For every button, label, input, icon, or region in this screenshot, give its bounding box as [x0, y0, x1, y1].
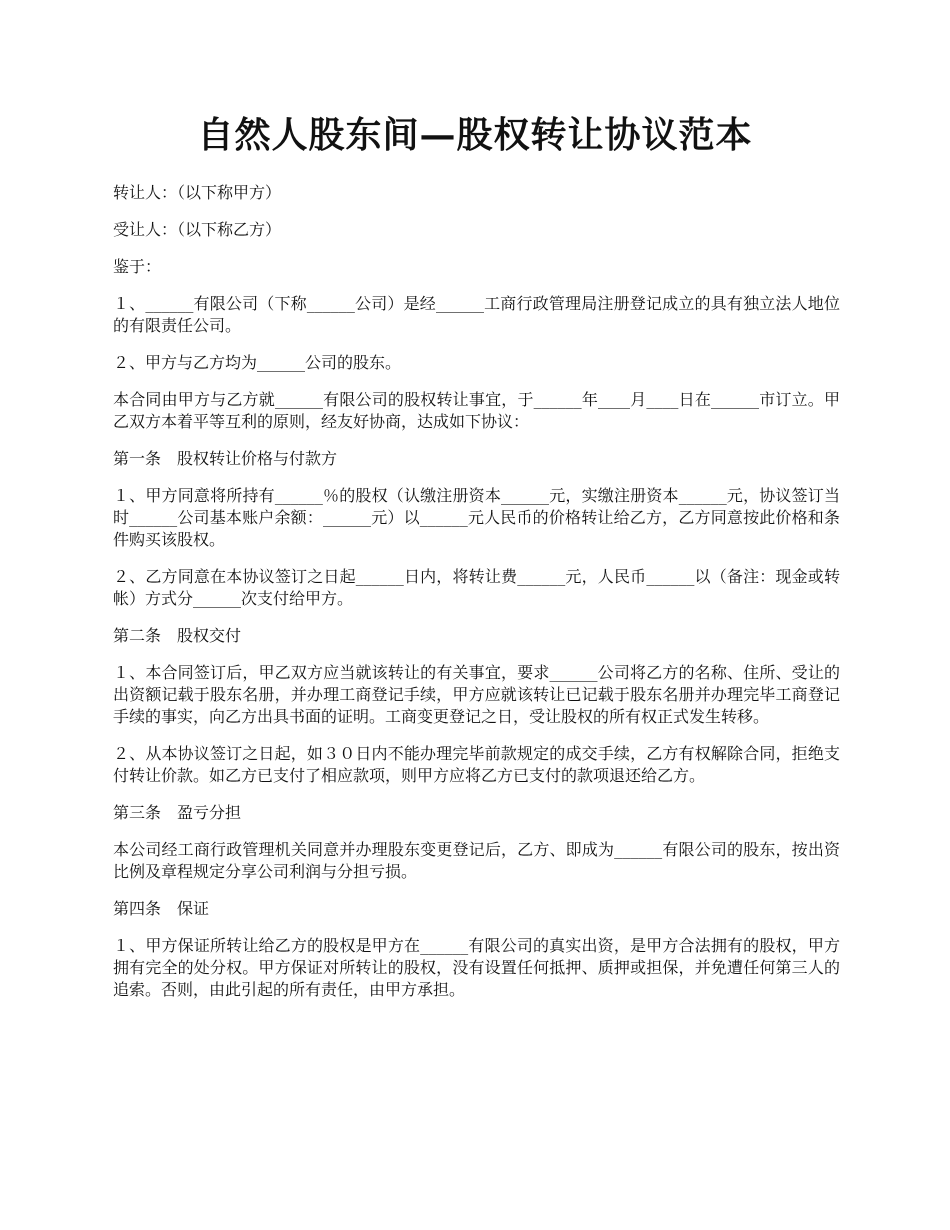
article-1-clause-1: １、甲方同意将所持有______％的股权（认缴注册资本______元，实缴注册资本______元，协议签订当时______公司基本账户余额：______元）以______元人民币的价格转让给乙方，乙方同意按此价格和条件购买该股权。: [113, 486, 840, 549]
article-3-heading: 第三条 盈亏分担: [113, 803, 242, 822]
document-title: 自然人股东间—股权转让协议范本: [197, 114, 753, 156]
article-4-clause-1: １、甲方保证所转让给乙方的股权是甲方在______有限公司的真实出资，是甲方合法拥有的股权，甲方拥有完全的处分权。甲方保证对所转让的股权，没有设置任何抵押、质押或担保，并免遭任何第三人的追索。否则，由此引起的所有责任，由甲方承担。: [113, 936, 840, 999]
article-1-clause-2: ２、乙方同意在本协议签订之日起______日内，将转让费______元，人民币______以（备注：现金或转帐）方式分______次支付给甲方。: [113, 567, 840, 608]
whereas-clause-1: １、______有限公司（下称______公司）是经______工商行政管理局注册登记成立的具有独立法人地位的有限责任公司。: [113, 294, 840, 335]
article-2-heading: 第二条 股权交付: [113, 626, 242, 645]
transferor-line: 转让人：（以下称甲方）: [113, 183, 282, 202]
transferee-line: 受让人：（以下称乙方）: [113, 220, 282, 239]
document-body: [113, 182, 840, 1016]
whereas-heading: 鉴于：: [113, 257, 162, 276]
article-1-heading: 第一条 股权转让价格与付款方: [113, 449, 338, 468]
article-3-paragraph: 本公司经工商行政管理机关同意并办理股东变更登记后，乙方、即成为______有限公司的股东，按出资比例及章程规定分享公司利润与分担亏损。: [113, 840, 840, 881]
preamble-paragraph: 本合同由甲方与乙方就______有限公司的股权转让事宜，于______年____月____日在______市订立。甲乙双方本着平等互利的原则，经友好协商，达成如下协议：: [113, 390, 840, 431]
article-2-clause-1: １、本合同签订后，甲乙双方应当就该转让的有关事宜，要求______公司将乙方的名称、住所、受让的出资额记载于股东名册，并办理工商登记手续，甲方应就该转让已记载于股东名册并办理完毕工商登记手续的事实，向乙方出具书面的证明。工商变更登记之日，受让股权的所有权正式发生转移。: [113, 663, 840, 726]
article-2-clause-2: ２、从本协议签订之日起，如３０日内不能办理完毕前款规定的成交手续，乙方有权解除合同，拒绝支付转让价款。如乙方已支付了相应款项，则甲方应将乙方已支付的款项退还给乙方。: [113, 744, 840, 785]
whereas-clause-2: ２、甲方与乙方均为______公司的股东。: [113, 353, 402, 372]
article-4-heading: 第四条 保证: [113, 899, 210, 918]
